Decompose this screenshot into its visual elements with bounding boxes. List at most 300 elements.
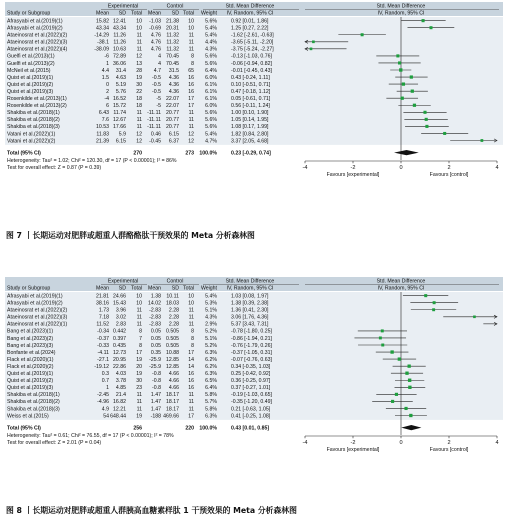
study-name: Bang et al.(2023)(1) bbox=[7, 328, 54, 335]
smd-ci: 0.21 [-0.63, 1.05] bbox=[231, 406, 271, 413]
ctl-sd: 20.77 bbox=[166, 110, 179, 117]
x-axis-tick-label: 4 bbox=[495, 165, 499, 171]
ctl-mean: -0.5 bbox=[152, 81, 161, 88]
study-name: Quist et al.(2019)(3) bbox=[7, 88, 54, 95]
exp-mean: -0.33 bbox=[97, 342, 109, 349]
exp-mean: -38.1 bbox=[97, 39, 109, 46]
exp-sd: 4.85 bbox=[115, 385, 126, 392]
ctl-sd: 6.37 bbox=[168, 138, 179, 145]
weight: 6.0% bbox=[205, 74, 217, 81]
smd-ci: 1.05 [0.14, 1.95] bbox=[231, 117, 269, 124]
smd-ci: 5.37 [3.43, 7.31] bbox=[231, 321, 269, 328]
study-name: Ataeinosrat et al.(2022)(2) bbox=[7, 32, 68, 39]
smd-ci: 0.43 [-0.24, 1.11] bbox=[231, 74, 270, 81]
ctl-sd: 21.38 bbox=[166, 18, 179, 25]
effect-marker bbox=[425, 118, 428, 121]
exp-mean: 6 bbox=[106, 103, 109, 110]
ctl-mean: 0.05 bbox=[150, 342, 161, 349]
ctl-sd: 4.66 bbox=[168, 371, 179, 377]
smd-ci: -0.76 [-1.79, 0.26] bbox=[231, 342, 272, 349]
header-exp-mean: Mean bbox=[96, 285, 109, 292]
smd-ci: 0.34 [-0.35, 1.03] bbox=[231, 363, 271, 370]
study-name: Afrasyabi et al.(2019)(2) bbox=[7, 300, 63, 307]
ctl-mean: -11.11 bbox=[147, 117, 161, 124]
weight: 4.3% bbox=[205, 46, 217, 53]
effect-marker bbox=[312, 40, 315, 43]
header-ctl-mean: Mean bbox=[148, 285, 161, 292]
ctl-sd: 0.505 bbox=[166, 335, 179, 342]
x-axis-tick-label: -2 bbox=[350, 165, 356, 171]
ctl-total: 11 bbox=[188, 32, 194, 39]
total-exp-n: 270 bbox=[133, 150, 142, 157]
exp-total: 30 bbox=[136, 378, 142, 385]
effect-marker bbox=[473, 315, 476, 318]
study-name: Ataeinosrat et al.(2022)(2) bbox=[7, 307, 68, 314]
exp-mean: 10.53 bbox=[96, 124, 109, 131]
x-axis-tick-label: 0 bbox=[399, 440, 403, 446]
smd-ci: -0.19 [-1.03, 0.65] bbox=[231, 392, 272, 399]
effect-marker bbox=[443, 132, 446, 135]
smd-ci: 0.10 [-0.51, 0.71] bbox=[231, 81, 271, 88]
exp-sd: 24.66 bbox=[113, 293, 126, 300]
exp-total: 8 bbox=[139, 342, 142, 349]
weight: 6.0% bbox=[205, 103, 217, 110]
ctl-sd: 31.5 bbox=[168, 67, 179, 74]
smd-ci: -1.62 [-2.61, -0.63] bbox=[231, 32, 274, 39]
effect-marker bbox=[410, 75, 413, 78]
weight: 6.4% bbox=[205, 67, 217, 74]
exp-total: 11 bbox=[136, 46, 142, 53]
pooled-diamond bbox=[394, 150, 419, 155]
total-ci: 0.43 [0.01, 0.85] bbox=[231, 425, 270, 432]
ctl-mean: -0.5 bbox=[152, 74, 161, 81]
exp-total: 18 bbox=[136, 96, 142, 102]
header-ctl-total: Total bbox=[183, 10, 194, 17]
exp-total: 30 bbox=[136, 81, 142, 88]
smd-ci: 0.25 [-0.42, 0.92] bbox=[231, 371, 271, 377]
exp-total: 18 bbox=[136, 103, 142, 110]
effect-marker bbox=[429, 26, 432, 29]
study-name: Weiss et al.(2015) bbox=[7, 413, 49, 420]
ctl-mean: -0.5 bbox=[152, 88, 161, 95]
ctl-mean: -188 bbox=[150, 413, 161, 420]
total-weight: 100.0% bbox=[199, 425, 217, 432]
pooled-diamond bbox=[401, 425, 421, 430]
weight: 6.3% bbox=[205, 349, 217, 356]
weight: 6.1% bbox=[205, 81, 217, 88]
exp-sd: 36.06 bbox=[113, 60, 126, 67]
exp-total: 11 bbox=[136, 406, 142, 413]
ctl-sd: 0.505 bbox=[166, 328, 179, 335]
exp-sd: 16.82 bbox=[113, 399, 126, 406]
ctl-total: 8 bbox=[191, 53, 194, 60]
study-name: Bonfante et al.(2024) bbox=[7, 349, 56, 356]
ctl-mean: 1.47 bbox=[150, 399, 161, 406]
ctl-sd: 18.17 bbox=[166, 406, 179, 413]
favours-experimental: Favours [experimental] bbox=[326, 447, 380, 453]
exp-sd: 31.4 bbox=[115, 67, 126, 74]
effect-marker bbox=[395, 393, 398, 396]
ctl-mean: -0.8 bbox=[152, 371, 161, 377]
weight: 2.9% bbox=[205, 321, 217, 328]
header-experimental: Experimental bbox=[107, 3, 139, 10]
favours-experimental: Favours [experimental] bbox=[326, 172, 380, 178]
ctl-mean: 4.76 bbox=[150, 39, 161, 46]
exp-mean: -14.29 bbox=[94, 32, 109, 39]
weight: 5.6% bbox=[205, 53, 217, 60]
ctl-sd: 20.31 bbox=[166, 25, 179, 32]
weight: 6.3% bbox=[205, 413, 217, 420]
exp-sd: 11.26 bbox=[113, 32, 126, 39]
weight: 6.2% bbox=[205, 363, 217, 370]
total-label: Total (95% CI) bbox=[7, 425, 41, 432]
ctl-total: 16 bbox=[188, 88, 194, 95]
ctl-sd: 2.28 bbox=[168, 314, 179, 321]
study-name: Ataeinosrat et al.(2022)(1) bbox=[7, 321, 68, 328]
exp-mean: 7.18 bbox=[98, 314, 109, 321]
exp-total: 22 bbox=[136, 88, 142, 95]
effect-marker bbox=[424, 294, 427, 297]
x-axis-tick-label: 4 bbox=[495, 440, 499, 446]
effect-marker bbox=[398, 61, 401, 64]
ctl-mean: -25.9 bbox=[149, 356, 161, 363]
header-ctl-sd: SD bbox=[171, 10, 179, 17]
exp-sd: 5.19 bbox=[115, 81, 126, 88]
ctl-total: 17 bbox=[188, 413, 194, 420]
ctl-sd: 11.32 bbox=[166, 46, 179, 53]
exp-mean: -19.12 bbox=[94, 363, 109, 370]
exp-mean: 6.43 bbox=[98, 110, 109, 117]
effect-marker bbox=[402, 82, 405, 85]
smd-ci: 0.37 [-0.27, 1.01] bbox=[231, 385, 271, 392]
weight: 5.6% bbox=[205, 60, 217, 67]
ctl-mean: 1.47 bbox=[150, 406, 161, 413]
exp-total: 11 bbox=[136, 39, 142, 46]
ctl-total: 17 bbox=[188, 349, 194, 356]
ctl-mean: 0.46 bbox=[150, 131, 161, 138]
ctl-sd: 10.88 bbox=[166, 349, 179, 356]
exp-mean: 21.81 bbox=[96, 293, 109, 300]
exp-sd: 648.44 bbox=[110, 413, 126, 420]
ctl-total: 11 bbox=[188, 110, 194, 117]
ctl-mean: -2.83 bbox=[149, 314, 161, 321]
exp-mean: 15.82 bbox=[96, 18, 109, 25]
effect-marker bbox=[310, 48, 313, 51]
effect-marker bbox=[401, 97, 404, 100]
exp-mean: 1.73 bbox=[98, 307, 109, 314]
smd-ci: 1.38 [0.39, 2.38] bbox=[231, 300, 269, 307]
header-plot-smd: Std. Mean Difference bbox=[376, 3, 426, 10]
header-control: Control bbox=[166, 278, 184, 285]
ctl-mean: -0.69 bbox=[149, 25, 161, 32]
weight: 5.7% bbox=[205, 399, 217, 406]
smd-ci: -0.35 [-1.20, 0.49] bbox=[231, 399, 272, 406]
ctl-total: 11 bbox=[188, 392, 194, 399]
exp-sd: 17.66 bbox=[113, 124, 126, 131]
exp-mean: 21.39 bbox=[96, 138, 109, 145]
smd-ci: -0.13 [-1.03, 0.76] bbox=[231, 53, 272, 60]
ctl-sd: 11.32 bbox=[166, 32, 179, 39]
forest-plot-figure-7 bbox=[5, 2, 503, 224]
header-plot-ci: IV, Random, 95% CI bbox=[377, 10, 425, 17]
smd-ci: -0.01 [-0.45, 0.43] bbox=[231, 67, 272, 74]
ctl-total: 11 bbox=[188, 117, 194, 124]
effect-marker bbox=[413, 104, 416, 107]
exp-sd: 0.397 bbox=[113, 335, 126, 342]
exp-total: 10 bbox=[136, 300, 142, 307]
weight: 4.3% bbox=[205, 314, 217, 321]
exp-total: 19 bbox=[136, 74, 142, 81]
ctl-mean: -5 bbox=[156, 96, 161, 102]
exp-total: 11 bbox=[136, 321, 142, 328]
exp-total: 7 bbox=[139, 335, 142, 342]
ctl-sd: 11.32 bbox=[166, 39, 179, 46]
header-study: Study or Subgroup bbox=[7, 285, 51, 292]
study-name: Vatani et al.(2022)(2) bbox=[7, 138, 56, 145]
ctl-mean: 4 bbox=[158, 53, 161, 60]
ctl-total: 8 bbox=[191, 328, 194, 335]
weight: 5.6% bbox=[205, 110, 217, 117]
exp-sd: 20.95 bbox=[113, 356, 126, 363]
exp-total: 28 bbox=[136, 67, 142, 74]
exp-mean: 2 bbox=[106, 88, 109, 95]
total-weight: 100.0% bbox=[199, 150, 217, 157]
study-name: Quist et al.(2019)(3) bbox=[7, 385, 54, 392]
total-ci: 0.23 [-0.29, 0.74] bbox=[231, 150, 271, 157]
ctl-total: 12 bbox=[188, 138, 194, 145]
exp-total: 13 bbox=[136, 60, 142, 67]
study-name: Shakiba et al.(2018)(2) bbox=[7, 399, 60, 406]
effect-marker bbox=[399, 68, 402, 71]
exp-sd: 12.41 bbox=[113, 18, 126, 25]
exp-mean: 4.9 bbox=[101, 406, 109, 413]
ctl-mean: 0.05 bbox=[150, 328, 161, 335]
header-smd: Std. Mean Difference bbox=[225, 3, 275, 10]
ctl-mean: -11.11 bbox=[147, 110, 161, 117]
smd-ci: 1.25 [0.27, 2.22] bbox=[231, 25, 269, 32]
ctl-sd: 22.07 bbox=[166, 96, 179, 102]
exp-total: 10 bbox=[136, 18, 142, 25]
study-name: Quist et al.(2019)(2) bbox=[7, 81, 54, 88]
weight: 5.6% bbox=[205, 117, 217, 124]
exp-total: 8 bbox=[139, 328, 142, 335]
exp-total: 11 bbox=[136, 314, 142, 321]
study-name: Vatani et al.(2022)(1) bbox=[7, 131, 56, 138]
ctl-sd: 6.15 bbox=[168, 131, 179, 138]
ctl-mean: 4 bbox=[158, 60, 161, 67]
study-name: Bang et al.(2023)(2) bbox=[7, 335, 54, 342]
exp-total: 12 bbox=[136, 53, 142, 60]
effect-marker bbox=[409, 414, 412, 417]
exp-mean: -38.09 bbox=[94, 46, 109, 53]
exp-mean: 0.3 bbox=[101, 371, 109, 377]
study-name: Shakiba et al.(2018)(3) bbox=[7, 124, 60, 131]
exp-mean: 0 bbox=[106, 81, 109, 88]
ctl-mean: 4.76 bbox=[150, 32, 161, 39]
exp-sd: 43.34 bbox=[113, 25, 126, 32]
header-weight: Weight bbox=[200, 285, 217, 292]
ctl-total: 17 bbox=[188, 103, 194, 110]
ctl-total: 65 bbox=[188, 67, 194, 74]
ctl-total: 11 bbox=[188, 46, 194, 53]
exp-sd: 11.26 bbox=[113, 39, 126, 46]
x-axis-tick-label: -4 bbox=[302, 440, 308, 446]
effect-marker bbox=[422, 19, 425, 22]
exp-total: 19 bbox=[136, 371, 142, 377]
exp-sd: 5.9 bbox=[118, 131, 126, 138]
header-experimental: Experimental bbox=[107, 278, 139, 285]
overall-effect-text: Test for overall effect: Z = 2.01 (P = 0.04) bbox=[7, 439, 102, 446]
weight: 6.1% bbox=[205, 96, 217, 102]
ctl-mean: 1.38 bbox=[150, 293, 161, 300]
ctl-sd: 0.505 bbox=[166, 342, 179, 349]
effect-marker bbox=[408, 386, 411, 389]
exp-sd: 12.73 bbox=[113, 349, 126, 356]
weight: 5.1% bbox=[205, 335, 217, 342]
ctl-total: 14 bbox=[188, 363, 194, 370]
exp-sd: 6.15 bbox=[115, 138, 126, 145]
smd-ci: -0.07 [-0.76, 0.63] bbox=[231, 356, 272, 363]
ctl-mean: 14.02 bbox=[148, 300, 161, 307]
exp-total: 17 bbox=[136, 349, 142, 356]
header-exp-total: Total bbox=[131, 285, 142, 292]
study-name: Flack et al.(2020)(2) bbox=[7, 363, 54, 370]
overall-effect-text: Test for overall effect: Z = 0.87 (P = 0.39) bbox=[7, 164, 102, 171]
weight: 5.8% bbox=[205, 406, 217, 413]
exp-total: 12 bbox=[136, 138, 142, 145]
header-exp-mean: Mean bbox=[96, 10, 109, 17]
exp-total: 10 bbox=[136, 293, 142, 300]
total-label: Total (95% CI) bbox=[7, 150, 41, 157]
header-weight: Weight bbox=[200, 10, 217, 17]
header-ctl-total: Total bbox=[183, 285, 194, 292]
weight: 5.8% bbox=[205, 392, 217, 399]
smd-ci: -0.86 [-1.94, 0.21] bbox=[231, 335, 272, 342]
ctl-total: 11 bbox=[188, 124, 194, 131]
smd-ci: -0.06 [-0.94, 0.82] bbox=[231, 60, 272, 67]
ctl-sd: 4.36 bbox=[168, 74, 179, 81]
ctl-total: 16 bbox=[188, 385, 194, 392]
exp-sd: 0.442 bbox=[113, 328, 126, 335]
exp-mean: -0.34 bbox=[97, 328, 109, 335]
weight: 6.4% bbox=[205, 385, 217, 392]
weight: 5.3% bbox=[205, 300, 217, 307]
study-name: Ataeinosrat et al.(2022)(3) bbox=[7, 314, 68, 321]
ctl-total: 10 bbox=[188, 293, 194, 300]
weight: 5.2% bbox=[205, 328, 217, 335]
exp-mean: 7.6 bbox=[101, 117, 109, 124]
ctl-total: 10 bbox=[188, 25, 194, 32]
study-name: Guelfi et al.(2013)(2) bbox=[7, 60, 55, 67]
effect-marker bbox=[408, 365, 411, 368]
header-exp-sd: SD bbox=[118, 285, 126, 292]
ctl-mean: -2.83 bbox=[149, 321, 161, 328]
ctl-total: 16 bbox=[188, 74, 194, 81]
exp-mean: 54 bbox=[103, 413, 109, 420]
study-name: Quist et al.(2019)(1) bbox=[7, 74, 54, 81]
favours-control: Favours [control] bbox=[429, 172, 469, 178]
exp-mean: -2.45 bbox=[97, 392, 109, 399]
weight: 5.4% bbox=[205, 25, 217, 32]
weight: 6.2% bbox=[205, 356, 217, 363]
weight: 5.4% bbox=[205, 293, 217, 300]
ctl-mean: -0.8 bbox=[152, 378, 161, 385]
effect-marker bbox=[396, 54, 399, 57]
ctl-total: 16 bbox=[188, 378, 194, 385]
ctl-mean: -1.03 bbox=[149, 18, 161, 25]
exp-mean: 4.4 bbox=[101, 67, 109, 74]
exp-sd: 10.63 bbox=[113, 46, 126, 53]
ctl-sd: 4.36 bbox=[168, 81, 179, 88]
smd-ci: 1.08 [0.17, 1.99] bbox=[231, 124, 269, 131]
smd-ci: -3.65 [-5.11, -2.20] bbox=[231, 39, 274, 46]
forest-plot-svg bbox=[5, 277, 503, 499]
smd-ci: 1.36 [0.41, 2.30] bbox=[231, 307, 269, 314]
effect-marker bbox=[381, 344, 384, 347]
ctl-mean: -2.83 bbox=[149, 307, 161, 314]
header-ctl-sd: SD bbox=[171, 285, 179, 292]
ctl-sd: 4.36 bbox=[168, 88, 179, 95]
ctl-sd: 18.17 bbox=[166, 399, 179, 406]
exp-sd: 16.52 bbox=[113, 96, 126, 102]
ctl-sd: 70.45 bbox=[166, 53, 179, 60]
header-exp-total: Total bbox=[131, 10, 142, 17]
study-name: McNeil et al.(2015) bbox=[7, 67, 51, 74]
ctl-total: 10 bbox=[188, 18, 194, 25]
ctl-sd: 20.77 bbox=[166, 124, 179, 131]
ctl-sd: 10.11 bbox=[166, 293, 179, 300]
weight: 5.6% bbox=[205, 124, 217, 131]
ctl-total: 8 bbox=[191, 335, 194, 342]
ctl-total: 11 bbox=[188, 399, 194, 406]
weight: 5.4% bbox=[205, 131, 217, 138]
ctl-mean: 0.35 bbox=[150, 349, 161, 356]
ctl-mean: -25.9 bbox=[149, 363, 161, 370]
exp-sd: 3.96 bbox=[115, 307, 126, 314]
x-axis-tick-label: 2 bbox=[447, 440, 451, 446]
header-ctl-mean: Mean bbox=[148, 10, 161, 17]
study-name: Afrasyabi et al.(2019)(2) bbox=[7, 25, 63, 32]
exp-total: 12 bbox=[136, 131, 142, 138]
header-control: Control bbox=[166, 3, 184, 10]
weight: 5.4% bbox=[205, 32, 217, 39]
ctl-mean: 1.47 bbox=[150, 392, 161, 399]
exp-sd: 15.43 bbox=[113, 300, 126, 307]
exp-sd: 21.4 bbox=[115, 392, 126, 399]
effect-marker bbox=[425, 125, 428, 128]
ctl-mean: 4.7 bbox=[153, 67, 161, 74]
exp-mean: 0.7 bbox=[101, 378, 109, 385]
ctl-mean: -0.45 bbox=[149, 138, 161, 145]
study-name: Rosenkilde et al.(2013)(1) bbox=[7, 96, 67, 102]
effect-marker bbox=[432, 308, 435, 311]
exp-total: 10 bbox=[136, 25, 142, 32]
exp-mean: -4 bbox=[104, 96, 109, 102]
smd-ci: 1.00 [0.10, 1.90] bbox=[231, 110, 269, 117]
weight: 6.3% bbox=[205, 371, 217, 377]
ctl-total: 8 bbox=[191, 342, 194, 349]
effect-marker bbox=[361, 33, 364, 36]
smd-ci: 1.82 [0.84, 2.80] bbox=[231, 131, 269, 138]
study-name: Quist et al.(2019)(2) bbox=[7, 378, 54, 385]
x-axis-tick-label: 0 bbox=[399, 165, 403, 171]
study-name: Rosenkilde et al.(2013)(2) bbox=[7, 103, 67, 110]
exp-sd: 5.76 bbox=[115, 88, 126, 95]
x-axis-tick-label: -4 bbox=[302, 165, 308, 171]
ctl-mean: -11.11 bbox=[147, 124, 161, 131]
exp-mean: 11.52 bbox=[96, 321, 109, 328]
figure-caption-8: 图 8 丨长期运动对肥胖或超重人群胰高血糖素样肽 1 干预效果的 Meta 分析森林图 bbox=[6, 506, 297, 515]
